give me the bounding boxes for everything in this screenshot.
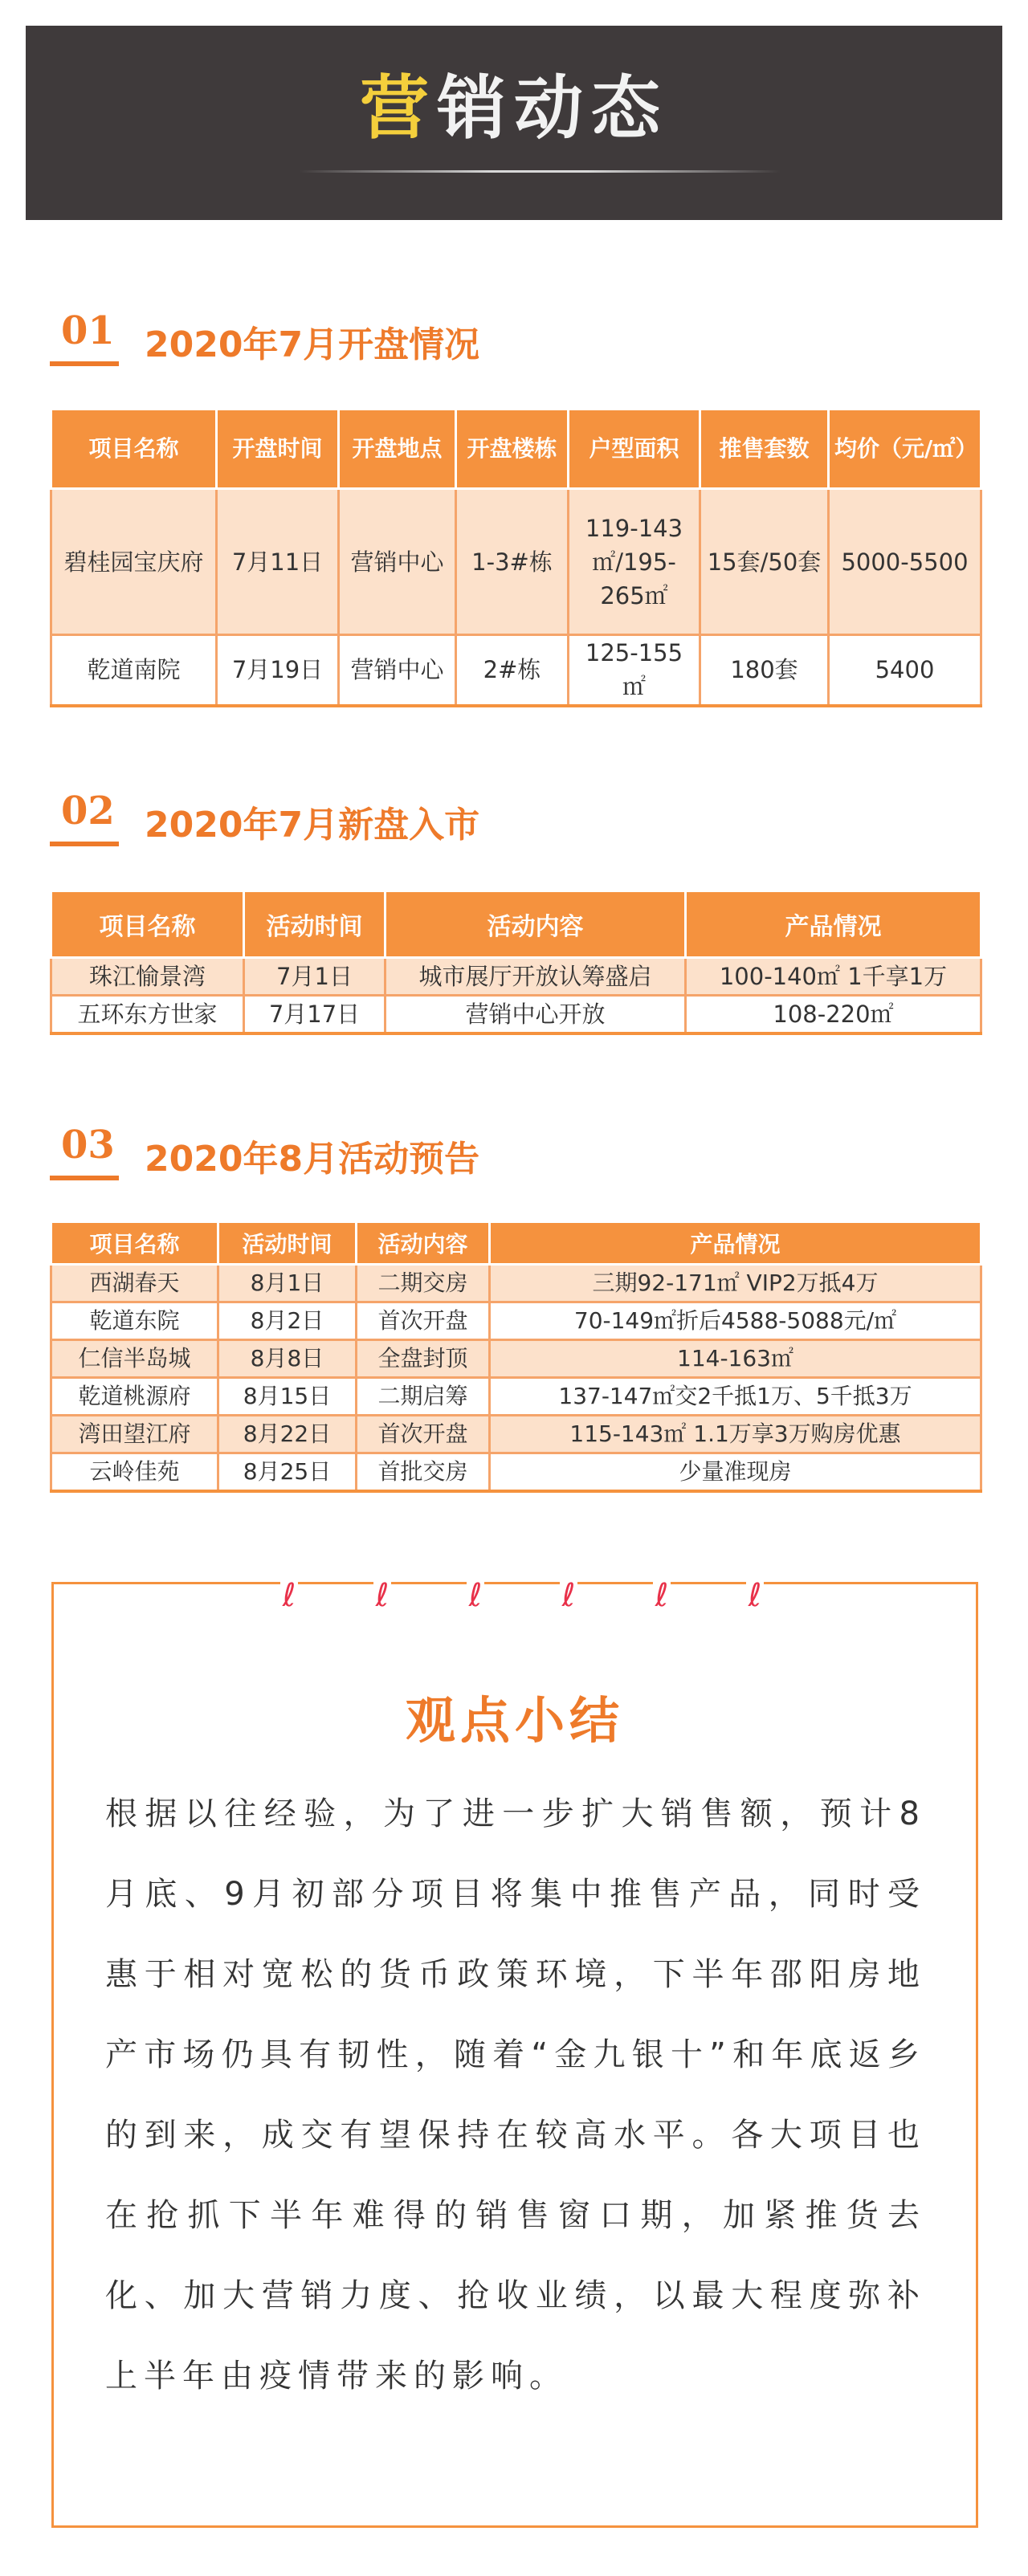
table-header-row	[51, 1222, 981, 1265]
cell-building: 2#栋	[456, 635, 569, 706]
cell-activity: 首次开盘	[357, 1302, 490, 1340]
cell-project: 湾田望江府	[51, 1416, 218, 1453]
cell-project: 五环东方世家	[51, 996, 244, 1034]
table-row	[51, 1340, 981, 1378]
section-title: 2020年7月开盘情况	[145, 324, 480, 365]
header-banner	[26, 26, 1002, 220]
table-header-row	[51, 410, 981, 489]
cell-product: 70-149㎡折后4588-5088元/㎡	[490, 1302, 981, 1340]
ring-icon: ℓ	[467, 1573, 484, 1618]
section-number: 03	[61, 1123, 115, 1168]
header-cell: 项目名称	[51, 891, 244, 958]
cell-product: 114-163㎡	[490, 1340, 981, 1378]
cell-product: 108-220㎡	[686, 996, 981, 1034]
cell-activity: 全盘封顶	[357, 1340, 490, 1378]
section-underline	[50, 842, 119, 846]
section-03-heading	[50, 1121, 692, 1193]
cell-date: 8月8日	[218, 1340, 357, 1378]
cell-activity: 二期交房	[357, 1265, 490, 1302]
cell-activity: 首次开盘	[357, 1416, 490, 1453]
binder-rings	[54, 1573, 976, 1618]
cell-date: 7月1日	[244, 958, 386, 996]
table-row	[51, 958, 981, 996]
cell-product: 115-143㎡ 1.1万享3万购房优惠	[490, 1416, 981, 1453]
table-row	[51, 996, 981, 1034]
cell-project: 乾道南院	[51, 635, 217, 706]
cell-date: 7月11日	[217, 489, 339, 635]
cell-project: 西湖春天	[51, 1265, 218, 1302]
cell-price: 5000-5500	[829, 489, 981, 635]
cell-units: 180套	[700, 635, 829, 706]
table-header-row	[51, 891, 981, 958]
table-row	[51, 1265, 981, 1302]
section-number: 01	[61, 308, 115, 353]
cell-project: 乾道桃源府	[51, 1378, 218, 1416]
cell-product: 少量准现房	[490, 1453, 981, 1492]
cell-product: 100-140㎡ 1千享1万	[686, 958, 981, 996]
header-cell: 活动时间	[244, 891, 386, 958]
section-underline	[50, 361, 119, 366]
section-title: 2020年7月新盘入市	[145, 805, 480, 846]
section-02-heading	[50, 787, 692, 859]
table-row	[51, 1416, 981, 1453]
cell-activity: 城市展厅开放认筹盛启	[386, 958, 686, 996]
cell-location: 营销中心	[339, 635, 456, 706]
cell-location: 营销中心	[339, 489, 456, 635]
cell-date: 8月1日	[218, 1265, 357, 1302]
cell-date: 8月15日	[218, 1378, 357, 1416]
cell-date: 8月25日	[218, 1453, 357, 1492]
header-cell: 项目名称	[51, 1222, 218, 1265]
ring-icon: ℓ	[746, 1573, 764, 1618]
cell-price: 5400	[829, 635, 981, 706]
table-row	[51, 1453, 981, 1492]
new-projects-table	[50, 890, 982, 1035]
section-title: 2020年8月活动预告	[145, 1139, 480, 1180]
summary-text: 根据以往经验，为了进一步扩大销售额，预计8月底、9月初部分项目将集中推售产品，同时受惠于相对宽松的货币政策环境，下半年邵阳房地产市场仍具有韧性，随着“金九银十”和年底返乡的到来，成交有望保持在较高水平。各大项目也在抢抓下半年难得的销售窗口期，加紧推货去化、加大营销力度、抢收业绩，以最大程度弥补上半年由疫情带来的影响。	[105, 1795, 926, 2395]
cell-product: 三期92-171㎡ VIP2万抵4万	[490, 1265, 981, 1302]
summary-title: 观点小结	[405, 1691, 624, 1750]
cell-project: 乾道东院	[51, 1302, 218, 1340]
ring-icon: ℓ	[560, 1573, 577, 1618]
header-cell: 活动内容	[357, 1222, 490, 1265]
cell-area: 119-143㎡/195-265㎡	[569, 489, 700, 635]
page-title	[26, 67, 1002, 150]
header-cell: 开盘时间	[217, 410, 339, 489]
august-events-table	[50, 1221, 982, 1493]
cell-project: 云岭佳苑	[51, 1453, 218, 1492]
table-row	[51, 635, 981, 706]
cell-activity: 首批交房	[357, 1453, 490, 1492]
header-cell: 活动时间	[218, 1222, 357, 1265]
cell-area: 125-155㎡	[569, 635, 700, 706]
header-cell: 开盘楼栋	[456, 410, 569, 489]
summary-box	[51, 1577, 978, 2528]
header-cell: 产品情况	[490, 1222, 981, 1265]
table-row	[51, 489, 981, 635]
section-number: 02	[61, 789, 115, 834]
title-rest: 销动态	[437, 68, 668, 149]
cell-date: 8月2日	[218, 1302, 357, 1340]
ring-icon: ℓ	[280, 1573, 298, 1618]
cell-product: 137-147㎡交2千抵1万、5千抵3万	[490, 1378, 981, 1416]
cell-date: 8月22日	[218, 1416, 357, 1453]
cell-project: 珠江愉景湾	[51, 958, 244, 996]
title-highlight: 营	[360, 68, 437, 149]
cell-building: 1-3#栋	[456, 489, 569, 635]
header-cell: 均价（元/㎡）	[829, 410, 981, 489]
cell-activity: 二期启筹	[357, 1378, 490, 1416]
opening-table	[50, 408, 982, 707]
header-cell: 产品情况	[686, 891, 981, 958]
cell-date: 7月19日	[217, 635, 339, 706]
ring-icon: ℓ	[373, 1573, 391, 1618]
cell-date: 7月17日	[244, 996, 386, 1034]
table-row	[51, 1378, 981, 1416]
section-01-heading	[50, 307, 692, 379]
header-cell: 项目名称	[51, 410, 217, 489]
title-divider	[299, 170, 781, 173]
cell-activity: 营销中心开放	[386, 996, 686, 1034]
cell-project: 仁信半岛城	[51, 1340, 218, 1378]
ring-icon: ℓ	[653, 1573, 671, 1618]
table-row	[51, 1302, 981, 1340]
header-cell: 推售套数	[700, 410, 829, 489]
header-cell: 开盘地点	[339, 410, 456, 489]
cell-units: 15套/50套	[700, 489, 829, 635]
header-cell: 活动内容	[386, 891, 686, 958]
header-cell: 户型面积	[569, 410, 700, 489]
cell-project: 碧桂园宝庆府	[51, 489, 217, 635]
section-underline	[50, 1176, 119, 1180]
